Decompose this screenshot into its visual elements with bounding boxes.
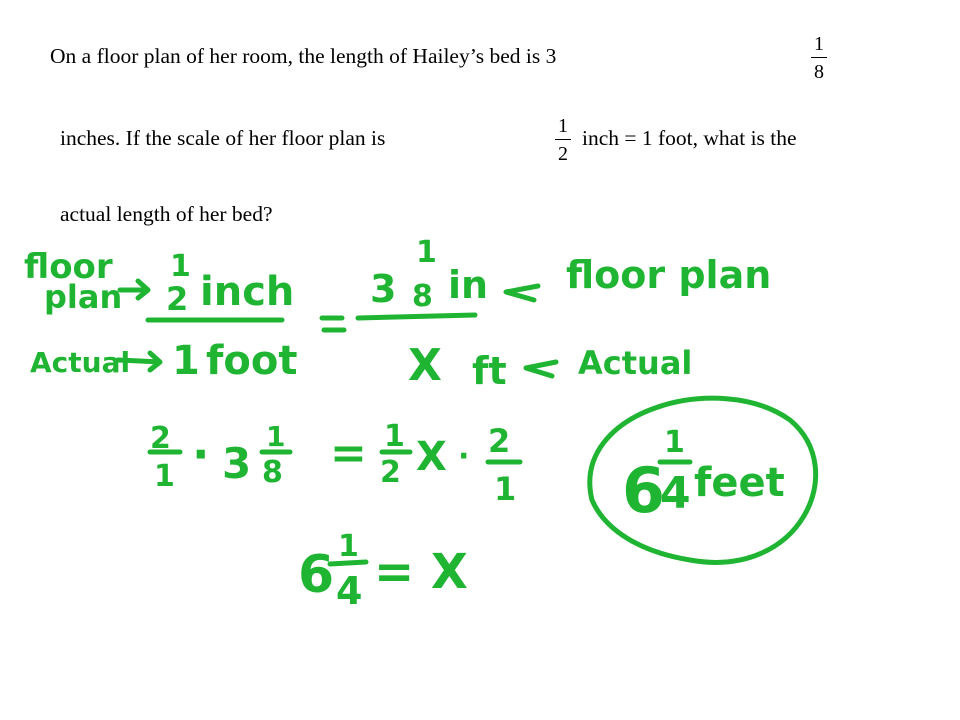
label-actual-right: Actual [578,344,693,382]
equals-sign [322,318,344,330]
half-numerator: 1 [384,419,405,454]
answer-whole-six: 6 [622,454,666,527]
result-whole-six: 6 [298,545,335,605]
left-numerator: 1 [170,249,191,284]
problem-line-1: On a floor plan of her room, the length of Hailey’s bed is 3 [50,44,557,68]
right-fraction-numerator: 1 [416,235,437,270]
left-arrow-icon [506,286,538,300]
left-arrow-icon [526,362,556,376]
reciprocal-numerator: 2 [488,422,511,460]
mult-denominator: 1 [154,459,175,494]
result-numerator: 1 [338,529,359,564]
problem-line-3: actual length of her bed? [60,202,273,226]
fraction-bar [358,315,475,318]
half-denominator: 2 [380,455,401,490]
result-equals-x: = X [374,544,468,600]
problem-line-2a: inches. If the scale of her floor plan is [60,126,386,150]
fraction-numerator: 1 [814,33,824,55]
label-plan: plan [44,278,123,316]
answer-unit-feet: feet [694,460,785,506]
variable-x: X [408,340,442,391]
fraction-denominator: 8 [814,61,824,83]
mixed-numerator: 1 [266,420,286,453]
label-floor: floor [24,247,113,287]
label-actual: Actual [30,346,131,379]
reciprocal-denominator: 1 [494,470,517,508]
mixed-denominator: 8 [262,455,283,490]
arrow-icon [120,281,148,298]
left-denominator: 2 [166,280,189,318]
fraction-denominator: 2 [558,143,568,165]
value-one: 1 [172,338,200,384]
mult-numerator: 2 [150,421,171,456]
fraction-numerator: 1 [558,115,568,137]
right-fraction-denominator: 8 [412,279,433,314]
right-whole-three: 3 [370,267,397,311]
unit-in: in [448,263,489,307]
unit-foot: foot [206,338,298,384]
answer-numerator: 1 [664,425,685,460]
mixed-whole-three: 3 [222,439,252,488]
answer-denominator: 4 [660,468,691,519]
unit-ft: ft [472,349,507,393]
unit-inch: inch [200,269,295,315]
problem-line-2b: inch = 1 foot, what is the [582,126,797,150]
variable-x-2: X [416,434,447,480]
label-floor-plan: floor plan [566,253,772,297]
multiply-dot: · [192,427,210,481]
multiply-dot-2: · [458,439,470,474]
result-denominator: 4 [336,569,363,613]
equals-sign-2: = [330,428,367,479]
